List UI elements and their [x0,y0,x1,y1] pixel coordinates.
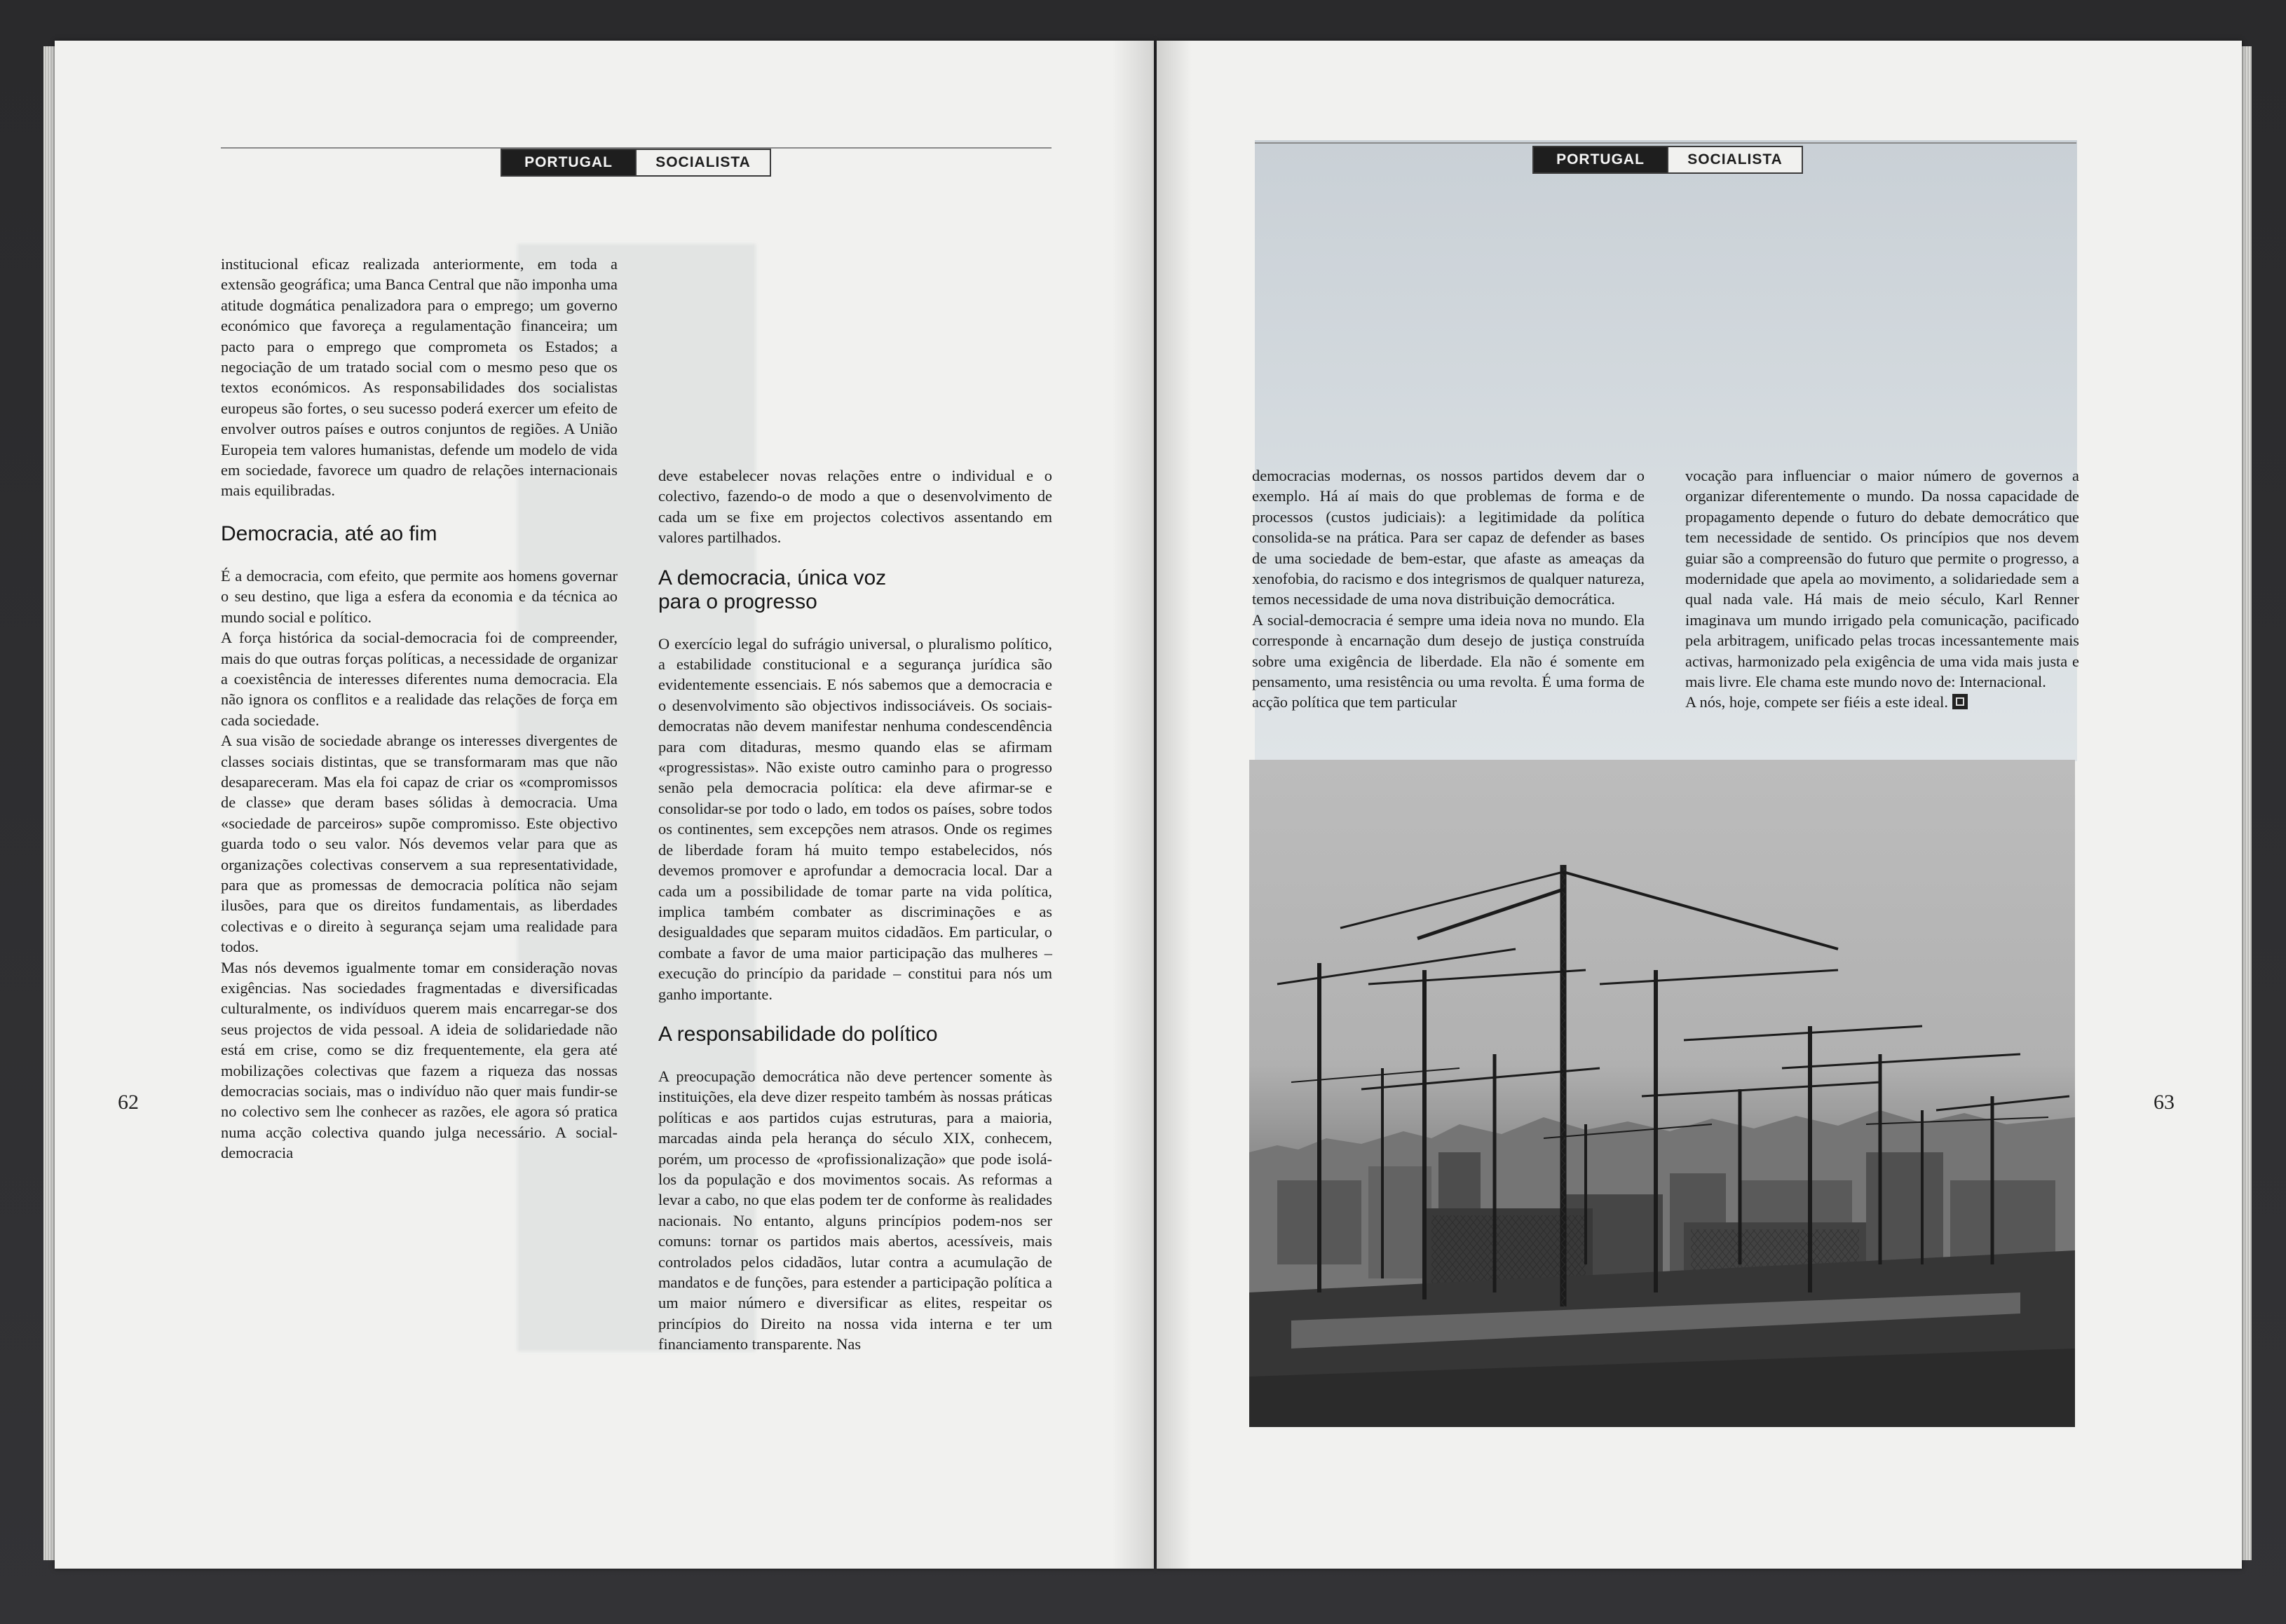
masthead-socialista: SOCIALISTA [635,150,770,175]
closing-sentence: A nós, hoje, compete ser fiéis a este ideal. [1685,693,1948,711]
masthead-portugal: PORTUGAL [502,150,635,175]
end-of-article-icon [1952,694,1968,709]
left-column-1 [221,254,618,1164]
paragraph: vocação para influenciar o maior número de governos a organizar diferentemente o mundo. Da nossa capacidade de propagamento depende o futuro do debate democrático que tem necessidade de sentido. Os princípios que nos devem guiar são a compreensão do futuro que permite o progresso, a modernidade que apela ao movimento, a solidariedade sem a qual nada vale. Há mais de meio século, Karl Renner imaginava um mundo irrigado pela comunicação, pacificado pela arbitragem, unificado pelas trocas incessantemente mais activas, harmonizado pela exigência de uma vida mais justa e mais livre. Ele chama este mundo novo de: Internacional. [1685,467,2079,691]
masthead-left [501,149,771,177]
construction-cranes-photo [1249,760,2075,1427]
page-number: 62 [118,1091,139,1114]
section-heading: Democracia, até ao fim [221,521,437,545]
cranes-illustration [1249,760,2075,1427]
paragraph: A preocupação democrática não deve pertencer somente às instituições, ela deve dizer respeito também às nossas práticas políticas e aos partidos cujas estruturas, para a maioria, marcadas ainda pela herança do século XIX, conhecem, porém, um processo de «profissionalização» que pode isolá-los da população e dos movimentos socais. As reformas a levar a cabo, no que elas podem ter de conforme às realidades nacionais. No entanto, alguns princípios podem-nos ser comuns: tornar os partidos mais abertos, acessíveis, mais controlados pelos cidadãos, lutar contra a acumulação de mandatos e de funções, para estender a participação política a um maior número e diversificar as elites, respeitar os princípios do Direito na nossa vida interna e ter um financiamento transparente. Nas [658,1067,1052,1353]
right-column-2 [1685,465,2079,713]
paragraph: institucional eficaz realizada anteriormente, em toda a extensão geográfica; uma Banca Central que não imponha uma atitude dogmática penalizadora para o emprego; um governo económico que favoreça a regulamentação financeira; um pacto para o emprego que comprometa os Estados; a negociação de um tratado social com o mesmo peso que os textos económicos. As responsabilidades dos socialistas europeus são fortes, o seu sucesso poderá exercer um efeito de envolver outros países e outros conjuntos de regiões. A União Europeia tem valores humanistas, defende um modelo de vida em sociedade, favorece um quadro de relações internacionais mais equilibradas. [221,255,618,500]
paragraph: É a democracia, com efeito, que permite aos homens governar o seu destino, que liga a esfera da economia e da técnica ao mundo social e político. [221,566,618,626]
section-heading [658,566,1052,614]
masthead-right [1532,146,1803,174]
paragraph [1685,692,2079,712]
heading-line: para o progresso [658,589,817,613]
page-edges-right [2242,46,2252,1560]
paragraph: deve estabelecer novas relações entre o individual e o colectivo, fazendo-o de modo a que o desenvolvimento de cada um se fixe em projectos colectivos assentando em valores partilhados. [658,467,1052,547]
section-heading: A responsabilidade do político [658,1022,938,1046]
masthead-socialista: SOCIALISTA [1667,147,1802,172]
heading-line: A democracia, única voz [658,566,887,589]
header-rule-right [1255,142,2076,144]
masthead-portugal: PORTUGAL [1534,147,1667,172]
page-edges-left [43,46,55,1560]
paragraph: Mas nós devemos igualmente tomar em consideração novas exigências. Nas sociedades fragmentadas e diversificadas culturalmente, os indivíduos querem mais encarregar-se dos seus projectos de vida pessoal. A ideia de solidariedade não está em crise, como se diz frequentemente, ela gera até mobilizações colectivas que fazem a riqueza das nossas democracias sociais, mas o indivíduo não quer mais fundir-se no colectivo sem lhe conhecer as razões, ele agora só pratica numa acção colectiva quando julga necessário. A social-democracia [221,958,618,1162]
paragraph: democracias modernas, os nossos partidos devem dar o exemplo. Há aí mais do que problemas de forma e de processos (custos judiciais): a legitimidade da política consolida-se na prática. Para ser capaz de defender as bases de uma sociedade de bem-estar, que afaste as ameaças da xenofobia, do racismo e dos integrismos de qualquer natureza, temos necessidade de uma nova distribuição democrática. [1252,467,1645,608]
page-number: 63 [2154,1091,2175,1114]
paragraph: A sua visão de sociedade abrange os interesses divergentes de classes sociais distintas, que se transformaram mas que não desapareceram. Mas ela foi capaz de criar os «compromissos de classe» que deram bases sólidas à democracia. Uma «sociedade de parceiros» supõe compromisso. Este objectivo guarda todo o seu valor. Nós devemos velar para que as organizações colectivas conservem a sua representatividade, para que as promessas de democracia política não sejam ilusões, para que os direitos fundamentais, as liberdades colectivas e o direito à segurança sejam uma realidade para todos. [221,732,618,956]
paragraph: A social-democracia é sempre uma ideia nova no mundo. Ela corresponde à encarnação dum desejo de justiça construída sobre uma exigência de liberdade. Ela não é somente em pensamento, uma resistência ou uma revolta. É uma forma de acção política que tem particular [1252,610,1645,711]
paragraph: A força histórica da social-democracia foi de compreender, mais do que outras forças políticas, a necessidade de organizar a coexistência de interesses diferentes numa democracia. Ela não ignora os conflitos e a realidade das relações de força em cada sociedade. [221,629,618,729]
left-column-2 [658,465,1052,1355]
paragraph: O exercício legal do sufrágio universal, o pluralismo político, a estabilidade constitucional e a segurança jurídica são evidentemente essenciais. E nós sabemos que a democracia e o desenvolvimento são objectivos indissociáveis. Os sociais-democratas não devem manifestar nenhuma condescendência para com ditaduras, mesmo quando elas se afirmam «progressistas». Não existe outro caminho para o progresso senão pela democracia política: ela deve afirmar-se e consolidar-se por todo o lado, em todos os países, sobre todos os continentes, sem excepções nem atrasos. Onde os regimes de liberdade foram há muito tempo estabelecidos, nós devemos promover e aprofundar a democracia local. Dar a cada um a possibilidade de tomar parte na vida política, implica também combater as discriminações e as desigualdades que separam muitos cidadãos. Em particular, o combate a favor de uma maior participação das mulheres – execução do princípio da paridade – constitui para nós um ganho importante. [658,634,1052,1003]
right-column-1 [1252,465,1645,713]
